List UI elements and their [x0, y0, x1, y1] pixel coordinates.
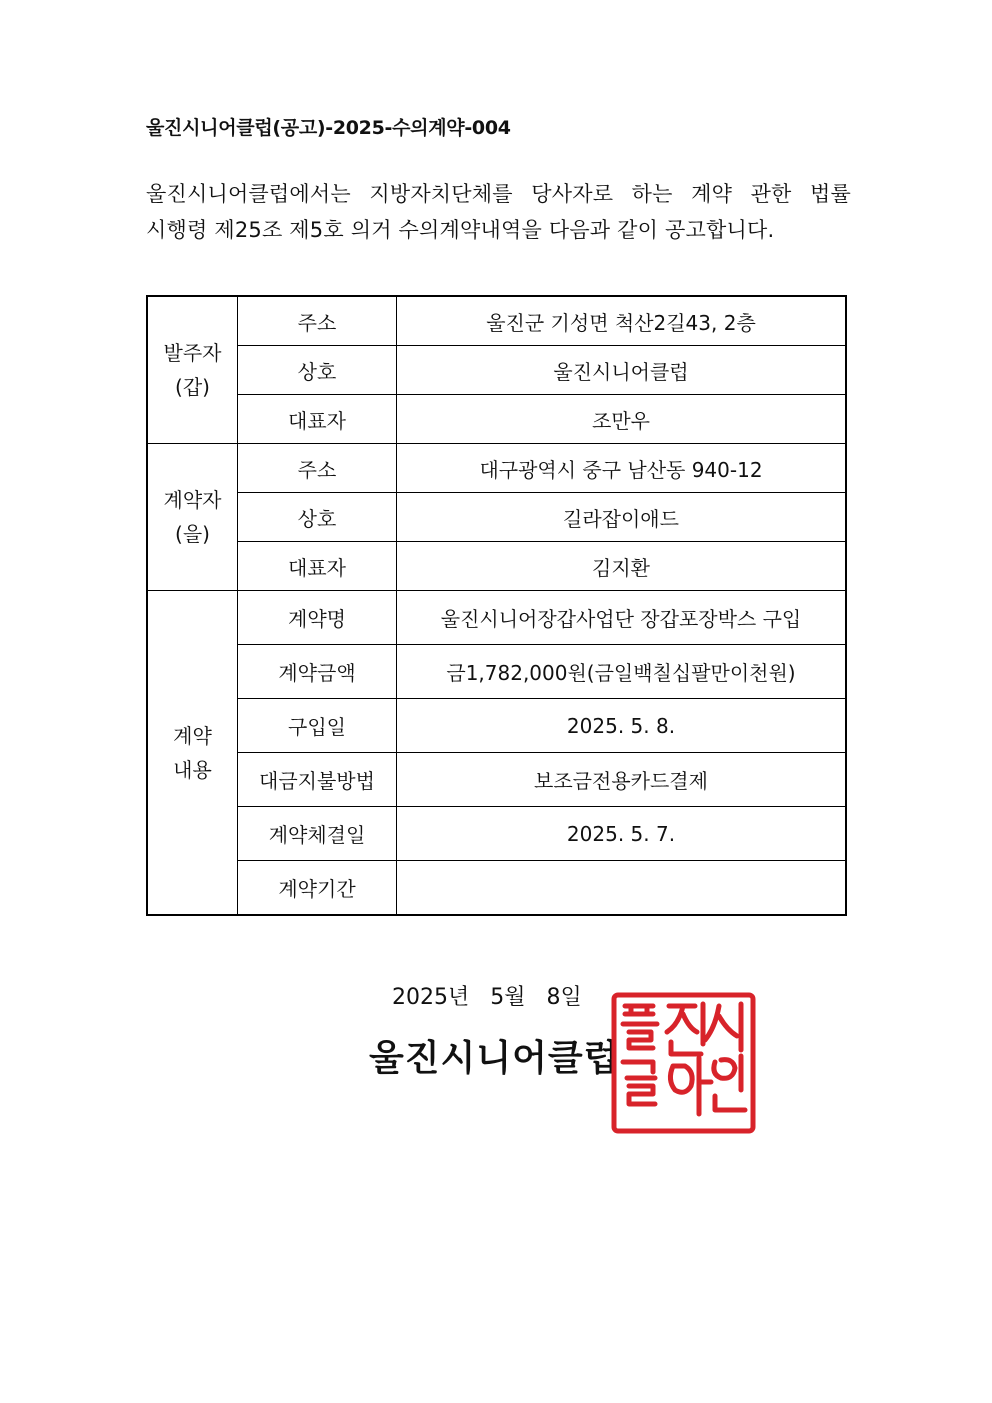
row-label: 대표자: [238, 395, 397, 444]
row-label: 계약명: [238, 591, 397, 645]
table-row: [147, 861, 846, 916]
contract-group-cell: [147, 591, 238, 916]
row-label: 상호: [238, 493, 397, 542]
row-label: 계약기간: [238, 861, 397, 916]
row-label: 대표자: [238, 542, 397, 591]
intro-line-1: 울진시니어클럽에서는 지방자치단체를 당사자로 하는 계약 관한 법률: [146, 182, 851, 206]
contractor-group-cell: [147, 444, 238, 591]
table-row: [147, 807, 846, 861]
table-row: [147, 591, 846, 645]
table-row: [147, 493, 846, 542]
group-sublabel: 내용: [173, 757, 212, 782]
row-label: 상호: [238, 346, 397, 395]
row-value: [397, 861, 847, 916]
row-value: 2025. 5. 7.: [397, 807, 847, 861]
row-value: 조만우: [397, 395, 847, 444]
row-label: 대금지불방법: [238, 753, 397, 807]
group-label: 계약자: [163, 488, 222, 512]
intro-line-2: 시행령 제25조 제5호 의거 수의계약내역을 다음과 같이 공고합니다.: [146, 218, 775, 242]
table-row: [147, 542, 846, 591]
table-row: [147, 444, 846, 493]
table-row: [147, 296, 846, 346]
row-label: 계약체결일: [238, 807, 397, 861]
row-label: 계약금액: [238, 645, 397, 699]
organization-name: 울진시니어클럽: [369, 1038, 620, 1079]
row-value: 울진시니어장갑사업단 장갑포장박스 구입: [397, 591, 847, 645]
table-row: [147, 753, 846, 807]
row-value: 길라잡이애드: [397, 493, 847, 542]
contract-info-table: [146, 295, 847, 916]
row-value: 울진시니어클럽: [397, 346, 847, 395]
table-row: [147, 346, 846, 395]
row-value: 2025. 5. 8.: [397, 699, 847, 753]
row-label: 주소: [238, 444, 397, 493]
row-value: 보조금전용카드결제: [397, 753, 847, 807]
row-value: 울진군 기성면 척산2길43, 2층: [397, 296, 847, 346]
official-seal-icon: [611, 992, 756, 1134]
group-sublabel: (을): [175, 522, 210, 546]
document-title: 울진시니어클럽(공고)-2025-수의계약-004: [146, 117, 511, 139]
table-row: [147, 645, 846, 699]
orderer-group-cell: [147, 296, 238, 444]
group-label: 계약: [173, 723, 212, 748]
group-sublabel: (갑): [175, 375, 210, 399]
group-label: 발주자: [163, 341, 222, 365]
row-label: 구입일: [238, 699, 397, 753]
row-label: 주소: [238, 296, 397, 346]
table-row: [147, 395, 846, 444]
table-row: [147, 699, 846, 753]
row-value: 대구광역시 중구 남산동 940-12: [397, 444, 847, 493]
row-value: 금1,782,000원(금일백칠십팔만이천원): [397, 645, 847, 699]
announcement-date: 2025년 5월 8일: [392, 985, 582, 1010]
row-value: 김지환: [397, 542, 847, 591]
intro-paragraph: [146, 176, 851, 248]
